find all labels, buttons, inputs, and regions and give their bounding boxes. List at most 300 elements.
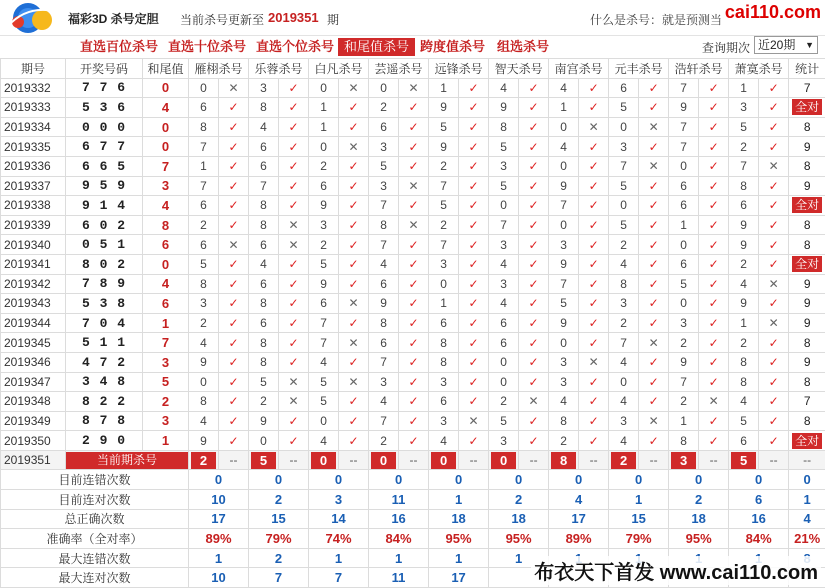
check-mark-icon: ✓ xyxy=(519,294,549,314)
kill-number: 2 xyxy=(669,392,699,412)
check-mark-icon: ✓ xyxy=(759,78,789,98)
stats-value: 1 xyxy=(489,548,549,568)
table-row xyxy=(1,294,825,314)
check-mark-icon: ✓ xyxy=(519,333,549,353)
check-mark-icon: ✓ xyxy=(279,431,309,451)
check-mark-icon: ✓ xyxy=(519,313,549,333)
kill-number: 5 xyxy=(309,254,339,274)
current-kill-value: 5 xyxy=(731,452,756,469)
check-mark-icon: ✓ xyxy=(339,156,369,176)
check-mark-icon: ✓ xyxy=(699,431,729,451)
current-kill-value: 3 xyxy=(671,452,696,469)
check-mark-icon: ✓ xyxy=(759,137,789,157)
stats-row xyxy=(1,490,825,510)
kill-number: 4 xyxy=(729,274,759,294)
current-kill-cell xyxy=(189,450,219,470)
check-mark-icon: ✓ xyxy=(639,431,669,451)
table-row xyxy=(1,254,825,274)
kill-number: 6 xyxy=(669,196,699,216)
stats-value: 84% xyxy=(369,529,429,549)
current-kill-label-cell xyxy=(66,450,189,470)
stats-row xyxy=(1,470,825,490)
kill-number: 3 xyxy=(549,352,579,372)
stats-value: 11 xyxy=(369,490,429,510)
current-kill-value: 2 xyxy=(191,452,216,469)
check-mark-icon: ✓ xyxy=(339,411,369,431)
check-mark-icon: ✓ xyxy=(639,98,669,118)
kill-number: 5 xyxy=(669,274,699,294)
current-kill-cell xyxy=(369,450,399,470)
stats-value: 7 xyxy=(249,568,309,588)
kill-number: 7 xyxy=(669,117,699,137)
kill-number: 3 xyxy=(609,411,639,431)
stats-value: 1 xyxy=(369,548,429,568)
check-mark-icon: ✓ xyxy=(699,78,729,98)
table-row xyxy=(1,176,825,196)
check-mark-icon: ✓ xyxy=(339,352,369,372)
tab-group-kill[interactable]: 组选杀号 xyxy=(497,38,549,56)
pending-mark: -- xyxy=(219,450,249,470)
kill-number: 7 xyxy=(669,372,699,392)
kill-number: 6 xyxy=(249,156,279,176)
issue-number: 2019337 xyxy=(1,176,66,196)
check-mark-icon: ✓ xyxy=(279,98,309,118)
stat-count: 8 xyxy=(789,156,825,176)
table-row xyxy=(1,156,825,176)
kill-number: 8 xyxy=(249,294,279,314)
stat-count: 9 xyxy=(789,274,825,294)
check-mark-icon: ✓ xyxy=(699,137,729,157)
kill-number: 5 xyxy=(549,294,579,314)
check-mark-icon: ✓ xyxy=(279,254,309,274)
stats-value: 0 xyxy=(669,470,729,490)
kill-number: 4 xyxy=(609,392,639,412)
check-mark-icon: ✓ xyxy=(399,274,429,294)
check-mark-icon: ✓ xyxy=(219,352,249,372)
check-mark-icon: ✓ xyxy=(219,392,249,412)
stats-value: 0 xyxy=(249,470,309,490)
stats-label: 准确率（全对率） xyxy=(1,529,189,549)
kill-number: 3 xyxy=(669,313,699,333)
chevron-down-icon: ▼ xyxy=(805,37,814,53)
stats-value: 84% xyxy=(729,529,789,549)
check-mark-icon: ✓ xyxy=(459,137,489,157)
stats-value: 95% xyxy=(429,529,489,549)
check-mark-icon: ✓ xyxy=(519,137,549,157)
cross-mark-icon: ✕ xyxy=(579,117,609,137)
kill-number: 3 xyxy=(609,294,639,314)
check-mark-icon: ✓ xyxy=(459,98,489,118)
kill-number: 9 xyxy=(549,176,579,196)
cross-mark-icon: ✕ xyxy=(639,411,669,431)
check-mark-icon: ✓ xyxy=(579,235,609,255)
stats-label: 目前连错次数 xyxy=(1,470,189,490)
page-header xyxy=(0,0,825,36)
current-kill-value: 0 xyxy=(491,452,516,469)
stat-count xyxy=(789,254,825,274)
tab-units-kill[interactable]: 直选个位杀号 xyxy=(256,38,334,56)
check-mark-icon: ✓ xyxy=(219,117,249,137)
stat-count: 9 xyxy=(789,137,825,157)
tab-span-kill[interactable]: 跨度值杀号 xyxy=(420,38,485,56)
check-mark-icon: ✓ xyxy=(279,274,309,294)
table-row xyxy=(1,196,825,216)
all-correct-badge: 全对 xyxy=(792,197,822,213)
kill-number: 7 xyxy=(369,352,399,372)
stats-label: 目前连对次数 xyxy=(1,490,189,510)
stats-value: 7 xyxy=(309,568,369,588)
kill-number: 4 xyxy=(489,78,519,98)
kill-number: 7 xyxy=(369,411,399,431)
check-mark-icon: ✓ xyxy=(279,117,309,137)
check-mark-icon: ✓ xyxy=(699,235,729,255)
draw-number: 5 3 6 xyxy=(66,98,143,118)
kill-number: 6 xyxy=(249,274,279,294)
kill-number: 0 xyxy=(609,372,639,392)
kill-number: 9 xyxy=(309,196,339,216)
update-unit: 期 xyxy=(327,11,339,28)
kill-number: 0 xyxy=(549,117,579,137)
kill-number: 8 xyxy=(609,274,639,294)
stat-count: 7 xyxy=(789,392,825,412)
stats-value: 10 xyxy=(189,490,249,510)
kill-number: 2 xyxy=(189,215,219,235)
cross-mark-icon: ✕ xyxy=(279,392,309,412)
check-mark-icon: ✓ xyxy=(519,274,549,294)
kill-number: 5 xyxy=(369,156,399,176)
pending-mark: -- xyxy=(399,450,429,470)
stats-value: 95% xyxy=(669,529,729,549)
what-is-kill-number-link[interactable]: 什么是杀号：就是预测当 xyxy=(590,11,722,28)
table-row xyxy=(1,117,825,137)
issue-number: 2019335 xyxy=(1,137,66,157)
check-mark-icon: ✓ xyxy=(339,235,369,255)
kill-number: 3 xyxy=(249,78,279,98)
kill-number: 0 xyxy=(549,333,579,353)
kill-number: 8 xyxy=(489,117,519,137)
sum-tail-value: 3 xyxy=(143,411,189,431)
draw-number: 6 0 2 xyxy=(66,215,143,235)
update-label: 当前杀号更新至 xyxy=(180,11,264,28)
check-mark-icon: ✓ xyxy=(579,313,609,333)
kill-number: 5 xyxy=(609,98,639,118)
kill-number: 7 xyxy=(549,274,579,294)
sum-tail-value: 5 xyxy=(143,372,189,392)
check-mark-icon: ✓ xyxy=(459,313,489,333)
stats-value: 2 xyxy=(669,490,729,510)
check-mark-icon: ✓ xyxy=(639,235,669,255)
kill-number: 3 xyxy=(549,372,579,392)
sum-tail-value: 7 xyxy=(143,333,189,353)
check-mark-icon: ✓ xyxy=(699,98,729,118)
kill-number: 6 xyxy=(429,313,459,333)
kill-number: 8 xyxy=(729,372,759,392)
kill-number: 8 xyxy=(549,411,579,431)
tab-tens-kill[interactable]: 直选十位杀号 xyxy=(168,38,246,56)
kill-number: 3 xyxy=(489,235,519,255)
current-kill-value: 2 xyxy=(611,452,636,469)
check-mark-icon: ✓ xyxy=(579,137,609,157)
kill-number: 8 xyxy=(249,98,279,118)
check-mark-icon: ✓ xyxy=(279,333,309,353)
check-mark-icon: ✓ xyxy=(639,372,669,392)
kill-number: 2 xyxy=(189,313,219,333)
check-mark-icon: ✓ xyxy=(639,137,669,157)
stats-value: 17 xyxy=(549,509,609,529)
check-mark-icon: ✓ xyxy=(339,117,369,137)
current-kill-cell xyxy=(549,450,579,470)
kill-number: 6 xyxy=(669,176,699,196)
kill-number: 3 xyxy=(309,215,339,235)
table-row xyxy=(1,392,825,412)
kill-number: 3 xyxy=(189,294,219,314)
update-issue: 2019351 xyxy=(268,10,319,25)
kill-number: 6 xyxy=(369,333,399,353)
check-mark-icon: ✓ xyxy=(519,372,549,392)
check-mark-icon: ✓ xyxy=(519,98,549,118)
table-row xyxy=(1,352,825,372)
check-mark-icon: ✓ xyxy=(639,274,669,294)
pending-mark: -- xyxy=(639,450,669,470)
check-mark-icon: ✓ xyxy=(579,372,609,392)
kill-number: 4 xyxy=(249,254,279,274)
sum-tail-value: 0 xyxy=(143,254,189,274)
kill-number: 7 xyxy=(189,176,219,196)
kill-number: 3 xyxy=(369,372,399,392)
kill-number: 9 xyxy=(729,294,759,314)
table-row xyxy=(1,274,825,294)
kill-number: 9 xyxy=(729,215,759,235)
check-mark-icon: ✓ xyxy=(219,137,249,157)
check-mark-icon: ✓ xyxy=(279,313,309,333)
check-mark-icon: ✓ xyxy=(579,196,609,216)
query-period-value: 近20期 xyxy=(758,38,795,52)
sum-tail-value: 0 xyxy=(143,117,189,137)
stats-value: 0 xyxy=(189,470,249,490)
check-mark-icon: ✓ xyxy=(399,196,429,216)
pending-mark: -- xyxy=(759,450,789,470)
stat-count: 8 xyxy=(789,411,825,431)
kill-number: 6 xyxy=(429,392,459,412)
check-mark-icon: ✓ xyxy=(219,215,249,235)
check-mark-icon: ✓ xyxy=(339,176,369,196)
check-mark-icon: ✓ xyxy=(699,333,729,353)
column-header: 萧寞杀号 xyxy=(729,59,789,79)
check-mark-icon: ✓ xyxy=(399,156,429,176)
stats-value: 95% xyxy=(489,529,549,549)
kill-number: 8 xyxy=(249,196,279,216)
current-kill-cell xyxy=(249,450,279,470)
stat-count: 8 xyxy=(789,235,825,255)
column-header: 乐蓉杀号 xyxy=(249,59,309,79)
kill-number: 6 xyxy=(189,235,219,255)
check-mark-icon: ✓ xyxy=(579,333,609,353)
check-mark-icon: ✓ xyxy=(219,98,249,118)
sum-tail-value: 3 xyxy=(143,176,189,196)
issue-number: 2019343 xyxy=(1,294,66,314)
column-header: 和尾值 xyxy=(143,59,189,79)
check-mark-icon: ✓ xyxy=(219,294,249,314)
stats-row xyxy=(1,509,825,529)
kill-number: 4 xyxy=(609,431,639,451)
all-correct-badge: 全对 xyxy=(792,256,822,272)
issue-number: 2019351 xyxy=(1,450,66,470)
kill-number: 5 xyxy=(489,176,519,196)
kill-number: 1 xyxy=(429,78,459,98)
check-mark-icon: ✓ xyxy=(639,176,669,196)
stat-count: 8 xyxy=(789,333,825,353)
stats-value: 4 xyxy=(789,509,825,529)
stats-value: 0 xyxy=(729,470,789,490)
kill-number: 8 xyxy=(729,176,759,196)
check-mark-icon: ✓ xyxy=(639,254,669,274)
check-mark-icon: ✓ xyxy=(219,411,249,431)
all-correct-badge: 全对 xyxy=(792,99,822,115)
current-kill-value: 5 xyxy=(251,452,276,469)
kill-number: 3 xyxy=(549,235,579,255)
draw-number: 9 1 4 xyxy=(66,196,143,216)
current-kill-value: 0 xyxy=(371,452,396,469)
kill-number: 3 xyxy=(729,98,759,118)
kill-number: 2 xyxy=(549,431,579,451)
sum-tail-value: 4 xyxy=(143,196,189,216)
kill-number: 9 xyxy=(549,254,579,274)
stats-value: 16 xyxy=(369,509,429,529)
stats-row xyxy=(1,529,825,549)
stats-value: 1 xyxy=(189,548,249,568)
stat-count xyxy=(789,431,825,451)
kill-number: 7 xyxy=(429,235,459,255)
kill-number: 7 xyxy=(729,156,759,176)
check-mark-icon: ✓ xyxy=(759,235,789,255)
cross-mark-icon: ✕ xyxy=(279,372,309,392)
stats-value: 17 xyxy=(429,568,489,588)
kill-number: 4 xyxy=(249,117,279,137)
tab-bar xyxy=(0,36,825,58)
check-mark-icon: ✓ xyxy=(519,235,549,255)
issue-number: 2019347 xyxy=(1,372,66,392)
check-mark-icon: ✓ xyxy=(399,411,429,431)
check-mark-icon: ✓ xyxy=(459,294,489,314)
kill-number: 9 xyxy=(429,137,459,157)
current-kill-label: 当前期杀号 xyxy=(66,452,188,469)
table-row xyxy=(1,333,825,353)
issue-number: 2019332 xyxy=(1,78,66,98)
check-mark-icon: ✓ xyxy=(279,156,309,176)
current-kill-cell xyxy=(309,450,339,470)
current-kill-value: 8 xyxy=(551,452,576,469)
column-header: 智天杀号 xyxy=(489,59,549,79)
check-mark-icon: ✓ xyxy=(399,235,429,255)
current-issue-row xyxy=(1,450,825,470)
kill-number: 0 xyxy=(609,117,639,137)
check-mark-icon: ✓ xyxy=(459,78,489,98)
kill-number: 8 xyxy=(729,352,759,372)
kill-number: 0 xyxy=(309,78,339,98)
check-mark-icon: ✓ xyxy=(519,78,549,98)
stats-value: 18 xyxy=(429,509,489,529)
kill-number: 0 xyxy=(489,352,519,372)
draw-number: 6 7 7 xyxy=(66,137,143,157)
kill-number: 8 xyxy=(429,333,459,353)
stats-value: 0 xyxy=(609,470,669,490)
kill-number: 5 xyxy=(309,372,339,392)
kill-number: 6 xyxy=(309,176,339,196)
kill-number: 5 xyxy=(489,137,519,157)
sum-tail-value: 2 xyxy=(143,392,189,412)
check-mark-icon: ✓ xyxy=(279,294,309,314)
check-mark-icon: ✓ xyxy=(339,215,369,235)
cross-mark-icon: ✕ xyxy=(339,294,369,314)
check-mark-icon: ✓ xyxy=(759,431,789,451)
kill-number: 4 xyxy=(549,392,579,412)
check-mark-icon: ✓ xyxy=(339,98,369,118)
kill-number: 1 xyxy=(549,98,579,118)
current-kill-cell xyxy=(609,450,639,470)
query-period-select[interactable] xyxy=(754,36,818,54)
kill-number: 0 xyxy=(189,372,219,392)
kill-number: 8 xyxy=(249,333,279,353)
kill-number: 5 xyxy=(609,215,639,235)
check-mark-icon: ✓ xyxy=(579,254,609,274)
issue-number: 2019333 xyxy=(1,98,66,118)
tab-hundreds-kill[interactable]: 直选百位杀号 xyxy=(80,38,158,56)
check-mark-icon: ✓ xyxy=(339,254,369,274)
check-mark-icon: ✓ xyxy=(699,294,729,314)
check-mark-icon: ✓ xyxy=(459,235,489,255)
check-mark-icon: ✓ xyxy=(699,372,729,392)
stat-count: 9 xyxy=(789,294,825,314)
lottery-ball-logo-icon xyxy=(4,0,62,36)
check-mark-icon: ✓ xyxy=(699,352,729,372)
kill-number: 0 xyxy=(249,431,279,451)
check-mark-icon: ✓ xyxy=(279,411,309,431)
check-mark-icon: ✓ xyxy=(219,156,249,176)
kill-number: 6 xyxy=(249,235,279,255)
kill-number: 6 xyxy=(489,313,519,333)
cross-mark-icon: ✕ xyxy=(399,215,429,235)
current-kill-cell xyxy=(729,450,759,470)
stats-value: 1 xyxy=(609,490,669,510)
check-mark-icon: ✓ xyxy=(339,313,369,333)
check-mark-icon: ✓ xyxy=(279,137,309,157)
check-mark-icon: ✓ xyxy=(639,294,669,314)
kill-number: 2 xyxy=(729,254,759,274)
check-mark-icon: ✓ xyxy=(459,372,489,392)
kill-number: 4 xyxy=(189,411,219,431)
kill-number: 9 xyxy=(669,352,699,372)
sum-tail-value: 8 xyxy=(143,215,189,235)
stats-value: 10 xyxy=(189,568,249,588)
check-mark-icon: ✓ xyxy=(459,333,489,353)
stats-value: 6 xyxy=(729,490,789,510)
stats-value: 79% xyxy=(609,529,669,549)
cross-mark-icon: ✕ xyxy=(399,78,429,98)
check-mark-icon: ✓ xyxy=(639,352,669,372)
stats-value: 21% xyxy=(789,529,825,549)
kill-number: 6 xyxy=(609,78,639,98)
current-kill-cell xyxy=(669,450,699,470)
tab-sum-tail-kill[interactable]: 和尾值杀号 xyxy=(338,38,415,56)
check-mark-icon: ✓ xyxy=(459,156,489,176)
kill-number: 9 xyxy=(309,274,339,294)
issue-number: 2019339 xyxy=(1,215,66,235)
cross-mark-icon: ✕ xyxy=(339,137,369,157)
issue-number: 2019346 xyxy=(1,352,66,372)
check-mark-icon: ✓ xyxy=(639,196,669,216)
check-mark-icon: ✓ xyxy=(399,333,429,353)
check-mark-icon: ✓ xyxy=(339,392,369,412)
